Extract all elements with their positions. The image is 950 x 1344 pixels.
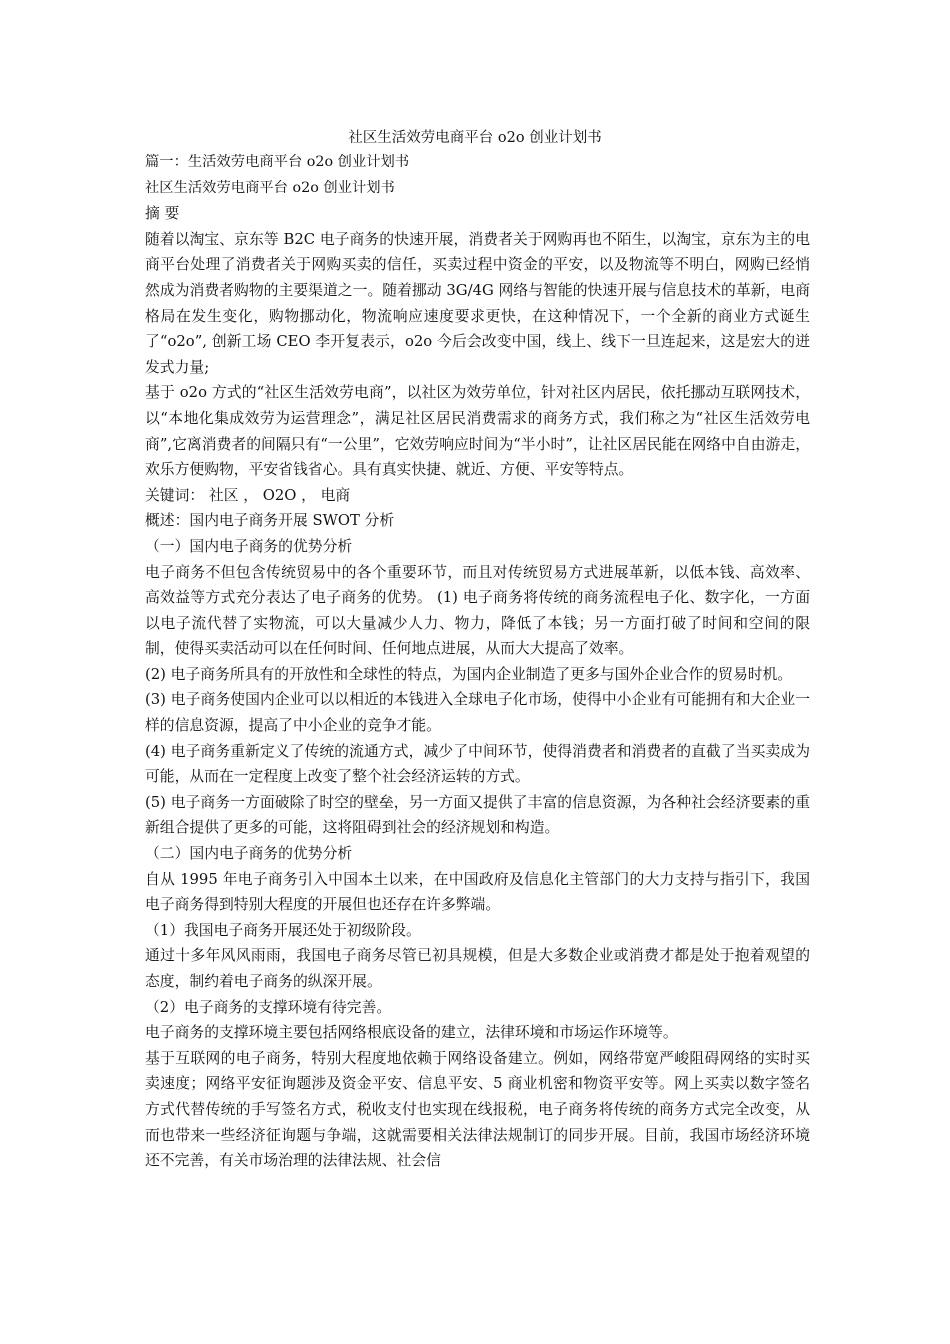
paragraph-heading-1: 篇一：生活效劳电商平台 o2o 创业计划书 [145,154,410,170]
paragraph-overview: 概述：国内电子商务开展 SWOT 分析 [145,512,395,530]
paragraph-section-2: （二）国内电子商务的优势分析 [145,845,353,863]
paragraph-point-3: (3) 电子商务使国内企业可以以相近的本钱进入全球电子化市场，使得中小企业有可能拥有和大企业一样的信息资源，提高了中小企业的竞争才能。 [145,691,810,735]
paragraph-para-1: 随着以淘宝、京东等 B2C 电子商务的快速开展，消费者关于网购再也不陌生，以淘宝，京东为主的电商平台处理了消费者关于网购买卖的信任，买卖过程中资金的平安，以及物流等不明白，网购已经悄然成为消费者购物的主要渠道之一。随着挪动 3G/4G 网络与智能的快速开展与信息技术的革新，电商格局在发生变化，购物挪动化，物流响应速度要求更快，在这种情况下，一个全新的商业方式诞生了“o2o”, 创新工场 CEO 李开复表示，o2o 今后会改变中国，线上、线下一旦连起来，这是宏大的迸发式力量; [145,230,810,376]
paragraph-sub-1: （1）我国电子商务开展还处于初级阶段。 [145,921,421,939]
paragraph-para-7: 基于互联网的电子商务，特别大程度地依赖于网络设备建立。例如，网络带宽严峻阻碍网络的实时买卖速度；网络平安征询题涉及资金平安、信息平安、5 商业机密和物资平安等。网上买卖以数字签名方式代替传统的手写签名方式，税收支付也实现在线报税，电子商务将传统的商务方式完全改变，从而也带来一些经济征询题与争端，这就需要相关法律法规制订的同步开展。目前，我国市场经济环境还不完善，有关市场治理的法律法规、社会信 [145,1049,810,1170]
paragraph-keywords: 关键词： 社区 ， O2O ， 电商 [145,486,351,504]
paragraph-para-2: 基于 o2o 方式的“社区生活效劳电商”，以社区为效劳单位，针对社区内居民，依托挪动互联网技术，以“本地化集成效劳为运营理念”，满足社区居民消费需求的商务方式，我们称之为“社区生活效劳电商”,它离消费者的间隔只有“一公里”，它效劳响应时间为“半小时”，让社区居民能在网络中自由游走，欢乐方便购物，平安省钱省心。具有真实快捷、就近、方便、平安等特点。 [145,384,810,479]
document-body [145,150,810,1174]
paragraph-section-1: （一）国内电子商务的优势分析 [145,537,353,555]
paragraph-para-4: 自从 1995 年电子商务引入中国本土以来，在中国政府及信息化主管部门的大力支持与指引下，我国电子商务得到特别大程度的开展但也还存在许多弊端。 [145,870,810,914]
document-title: 社区生活效劳电商平台 o2o 创业计划书 [348,130,602,146]
paragraph-para-3: 电子商务不但包含传统贸易中的各个重要环节，而且对传统贸易方式进展革新，以低本钱、高效率、高效益等方式充分表达了电子商务的优势。 (1) 电子商务将传统的商务流程电子化、数字化，一方面以电子流代替了实物流，可以大量减少人力、物力，降低了本钱；另一方面打破了时间和空间的限制，使得买卖活动可以在任何时间、任何地点进展，从而大大提高了效率。 [145,563,810,658]
paragraph-abstract-label: 摘 要 [145,205,180,223]
paragraph-point-4: (4) 电子商务重新定义了传统的流通方式，减少了中间环节，使得消费者和消费者的直截了当买卖成为可能，从而在一定程度上改变了整个社会经济运转的方式。 [145,742,810,786]
paragraph-sub-2: （2）电子商务的支撑环境有待完善。 [145,998,392,1016]
paragraph-para-5: 通过十多年风风雨雨，我国电子商务尽管已初具规模，但是大多数企业或消费才都是处于抱着观望的态度，制约着电子商务的纵深开展。 [145,947,810,990]
paragraph-point-5: (5) 电子商务一方面破除了时空的壁垒，另一方面又提供了丰富的信息资源，为各种社会经济要素的重新组合提供了更多的可能，这将阻碍到社会的经济规划和构造。 [145,793,810,837]
paragraph-para-6: 电子商务的支撑环境主要包括网络根底设备的建立，法律环境和市场运作环境等。 [145,1024,678,1042]
paragraph-heading-2: 社区生活效劳电商平台 o2o 创业计划书 [145,179,395,196]
paragraph-point-2: (2) 电子商务所具有的开放性和全球性的特点，为国内企业制造了更多与国外企业合作的贸易时机。 [145,665,793,683]
